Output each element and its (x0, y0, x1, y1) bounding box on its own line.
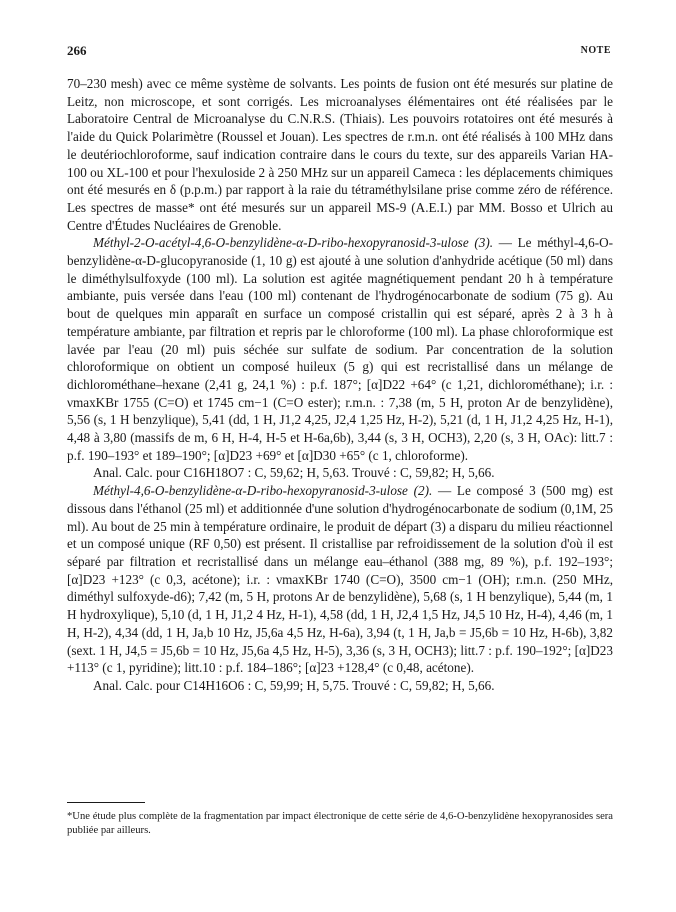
running-head: NOTE (580, 45, 611, 56)
page-number: 266 (67, 43, 87, 58)
body-text (67, 75, 613, 695)
compound-3-analysis: Anal. Calc. pour C16H18O7 : C, 59,62; H, 5,63. Trouvé : C, 59,82; H, 5,66. (93, 465, 495, 481)
methods-paragraph: 70–230 mesh) avec ce même système de solvants. Les points de fusion ont été mesurés sur platine de Leitz, non microscope, et sont corrigés. Les microanalyses élémentaires ont été réalisées par le Laboratoire Central de Microanalyse du C.N.R.S. (Thiais). Les pouvoirs rotatoires ont été mesurés à l'aide du Quick Polarimètre (Roussel et Jouan). Les spectres de r.m.n. ont été réalisés à 100 MHz dans le deutériochloroforme, sauf indication contraire dans le cours du texte, sur des appareils Varian HA-100 ou XL-100 et pour l'hexuloside 2 à 250 MHz sur un appareil Cameca : les déplacements chimiques ont été mesurés en δ (p.p.m.) par rapport à la raie du tétraméthylsilane prise comme zéro de référence. Les spectres de masse* ont été mesurés sur un appareil MS-9 (A.E.I.) par MM. Bosso et Ulrich au Centre d'Études Nucléaires de Grenoble. (67, 76, 613, 233)
page-header (67, 43, 611, 63)
compound-2-paragraph (67, 482, 613, 677)
compound-2-procedure: — Le composé 3 (500 mg) est dissous dans l'éthanol (25 ml) et additionnée d'une solution d'hydrogénocarbonate de sodium (0,1M, 25 ml). Au bout de 25 min à température ordinaire, le produit de départ (3) a disparu du milieu réactionnel et un composé unique (RF 0,50) est présent. Il cristallise par refroidissement de la solution d'où il est séparé par filtration et recristallisé dans un mélange eau–éthanol (388 mg, 89 %), p.f. 192–193°; [α]D23 +123° (c 0,3, acétone); i.r. : νmaxKBr 1740 (C=O), 3500 cm−1 (OH); r.m.n. (250 MHz, diméthyl sulfoxyde-d6); 7,42 (m, 5 H, protons Ar de benzylidène), 5,68 (s, 1 H benzylique), 5,44 (m, 1 H hydroxylique), 5,10 (d, 1 H, J1,2 4 Hz, H-1), 4,58 (dd, 1 H, J2,4 1,5 Hz, J4,5 10 Hz, H-4), 4,46 (m, 1 H, H-2), 4,34 (dd, 1 H, Ja,b 10 Hz, J5,6a 4,5 Hz, H-6a), 3,94 (t, 1 H, Ja,b = J5,6b = 10 Hz, H-6b), 3,82 (sext. 1 H, J4,5 = J5,6b = 10 Hz, J5,6a 4,5 Hz, H-5), 3,36 (s, 3 H, OCH3); litt.7 : p.f. 190–192°; [α]D23 +113° (c 1, pyridine); litt.10 : p.f. 184–186°; [α]23 +128,4° (c 0,48, acétone). (67, 483, 613, 676)
footnote: *Une étude plus complète de la fragmentation par impact électronique de cette série de 4,6-O-benzylidène hexopyranosides sera publiée par ailleurs. (67, 811, 613, 836)
footnote-rule (67, 802, 145, 803)
compound-3-procedure: — Le méthyl-4,6-O-benzylidène-α-D-glucopyranoside (1, 10 g) est ajouté à une solution d'anhydride acétique (50 ml) dans le diméthylsulfoxyde (100 ml). La solution est agitée magnétiquement pendant 20 h à température ambiante, puis versée dans l'eau (100 ml) contenant de l'hydrogénocarbonate de sodium (75 g). Au bout de quelques min apparaît en surface un composé cristallin qui est séparé, après 2 à 3 h à température ambiante, par filtration et repris par le chloroforme (100 ml). La phase chloroformique est lavée par l'eau (20 ml) puis séchée sur sulfate de sodium. Par concentration de la solution chloroformique on obtient un composé huileux (5 g) qui est recristallisé dans un mélange de dichlorométhane–hexane (2,41 g, 24,1 %) : p.f. 187°; [α]D22 +64° (c 1,21, dichlorométhane); i.r. : νmaxKBr 1755 (C=O) et 1745 cm−1 (C=O ester); r.m.n. : 7,38 (m, 5 H, proton Ar de benzylidène), 5,56 (s, 1 H benzylique), 5,41 (dd, 1 H, J1,2 4,25, J2,4 1,25 Hz, H-2), 5,21 (d, 1 H, J1,2 4,25 Hz, H-1), 4,48 à 3,80 (massifs de m, 6 H, H-4, H-5 et H-6a,6b), 3,44 (s, 3 H, OCH3), 2,20 (s, 3 H, OAc): litt.7 : p.f. 190–193° et 189–190°; [α]D23 +69° et [α]D30 +65° (c 1, chloroforme). (67, 235, 613, 463)
compound-2-analysis: Anal. Calc. pour C14H16O6 : C, 59,99; H, 5,75. Trouvé : C, 59,82; H, 5,66. (93, 677, 495, 693)
compound-2-title: Méthyl-4,6-O-benzylidène-α-D-ribo-hexopyranosid-3-ulose (2). (93, 483, 433, 499)
compound-3-paragraph (67, 234, 613, 464)
compound-3-title: Méthyl-2-O-acétyl-4,6-O-benzylidène-α-D-ribo-hexopyranosid-3-ulose (3). (93, 235, 494, 251)
